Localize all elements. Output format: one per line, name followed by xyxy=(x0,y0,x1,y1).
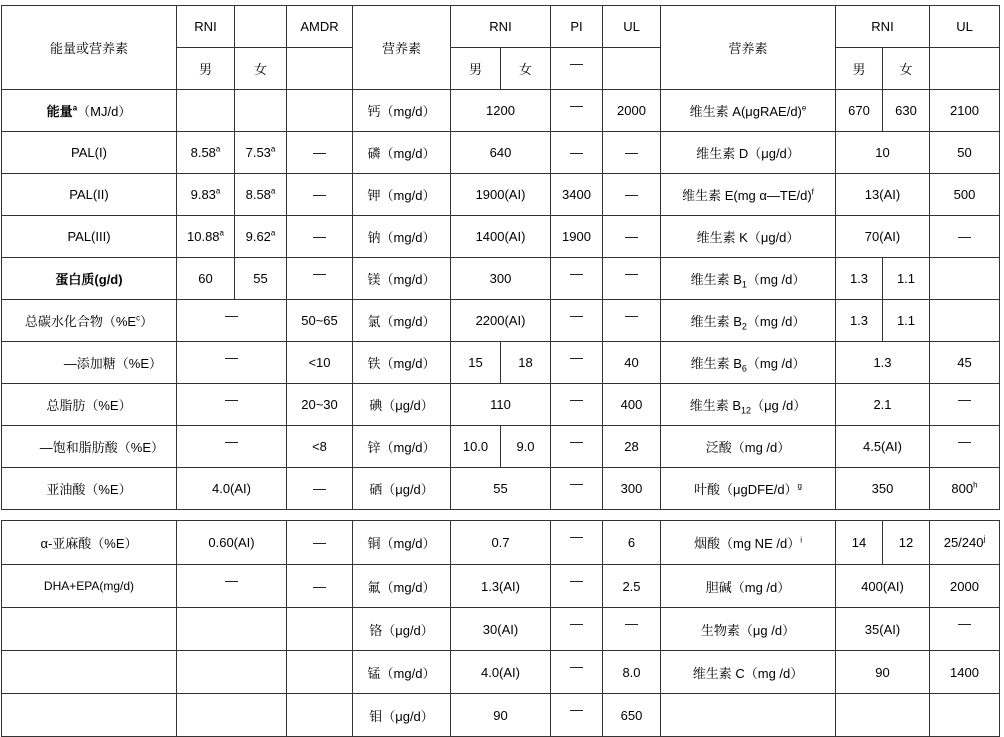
carb-rni: — xyxy=(177,300,287,342)
mineral-name: 硒（μg/d） xyxy=(353,468,451,510)
vitamin-rni: 13(AI) xyxy=(836,174,930,216)
vitamin-rni: 2.1 xyxy=(836,384,930,426)
dha-epa-label: DHA+EPA(mg/d) xyxy=(2,565,177,608)
vitamin-name: 维生素 K（μg/d） xyxy=(661,216,836,258)
vitamin-rni-male: 670 xyxy=(836,90,883,132)
header-energy-nutrient: 能量或营养素 xyxy=(2,6,177,90)
mineral-rni-male: 10.0 xyxy=(451,426,501,468)
mineral-rni: 110 xyxy=(451,384,551,426)
mineral-name: 钼（μg/d） xyxy=(353,694,451,737)
header-ul: UL xyxy=(603,6,661,48)
vitamin-rni-male: 1.3 xyxy=(836,300,883,342)
vitamin-ul xyxy=(930,300,1000,342)
vitamin-rni-male: 14 xyxy=(836,521,883,565)
header-pi: PI xyxy=(551,6,603,48)
pal2-female: 8.58$^a$ xyxy=(235,174,287,216)
mineral-ul: 8.0 xyxy=(603,651,661,694)
vitamin-rni: 4.5(AI) xyxy=(836,426,930,468)
mineral-ul: — xyxy=(603,300,661,342)
pal3-label: PAL(III) xyxy=(2,216,177,258)
sat-fat-amdr: <8 xyxy=(287,426,353,468)
mineral-name: 铬（μg/d） xyxy=(353,608,451,651)
ala-rni: 0.60(AI) xyxy=(177,521,287,565)
dha-epa-rni: — xyxy=(177,565,287,608)
vitamin-name: 维生素 D（μg/d） xyxy=(661,132,836,174)
energy-label: 能量$^a$（MJ/d） xyxy=(2,90,177,132)
added-sugar-rni: — xyxy=(177,342,287,384)
mineral-name: 钾（mg/d） xyxy=(353,174,451,216)
vitamin-name: 维生素 A(μgRAE/d)$^e$ xyxy=(661,90,836,132)
vitamin-rni: 35(AI) xyxy=(836,608,930,651)
vitamin-name: 生物素（μg /d） xyxy=(661,608,836,651)
mineral-pi: — xyxy=(551,342,603,384)
mineral-pi: — xyxy=(551,608,603,651)
vitamin-ul: 25/240$^j$ xyxy=(930,521,1000,565)
mineral-pi: 1900 xyxy=(551,216,603,258)
vitamin-name: 维生素 $B_1(mg$ /d） xyxy=(661,258,836,300)
vitamin-rni: 10 xyxy=(836,132,930,174)
mineral-name: 磷（mg/d） xyxy=(353,132,451,174)
vitamin-rni-female: 1.1 xyxy=(883,258,930,300)
nutrient-table-part2 xyxy=(1,520,1000,737)
mineral-pi: — xyxy=(551,694,603,737)
protein-male: 60 xyxy=(177,258,235,300)
pal1-amdr: — xyxy=(287,132,353,174)
vitamin-rni-male: 1.3 xyxy=(836,258,883,300)
mineral-name: 碘（μg/d） xyxy=(353,384,451,426)
vitamin-ul: 2000 xyxy=(930,565,1000,608)
mineral-rni: 30(AI) xyxy=(451,608,551,651)
vitamin-rni-female: 12 xyxy=(883,521,930,565)
header-pi-dash: — xyxy=(551,48,603,90)
mineral-rni: 90 xyxy=(451,694,551,737)
vitamin-name: 维生素 $B_2(mg$ /d） xyxy=(661,300,836,342)
mineral-rni: 55 xyxy=(451,468,551,510)
pal1-label: PAL(I) xyxy=(2,132,177,174)
pal3-female: 9.62$^a$ xyxy=(235,216,287,258)
vitamin-name: 维生素 $B_6(mg$ /d） xyxy=(661,342,836,384)
header-male: 男 xyxy=(177,48,235,90)
vitamin-ul: — xyxy=(930,216,1000,258)
mineral-pi: — xyxy=(551,384,603,426)
vitamin-rni: 400(AI) xyxy=(836,565,930,608)
mineral-rni: 1.3(AI) xyxy=(451,565,551,608)
protein-amdr: — xyxy=(287,258,353,300)
protein-label: 蛋白质(g/d) xyxy=(2,258,177,300)
pal2-male: 9.83$^a$ xyxy=(177,174,235,216)
nutrient-table-part1 xyxy=(1,5,1000,510)
mineral-pi: — xyxy=(551,258,603,300)
header-female: 女 xyxy=(501,48,551,90)
header-ul: UL xyxy=(930,6,1000,48)
mineral-rni-female: 9.0 xyxy=(501,426,551,468)
vitamin-name: 维生素 $B_{12}(\mu g$ /d） xyxy=(661,384,836,426)
ala-amdr: — xyxy=(287,521,353,565)
vitamin-rni-female: 1.1 xyxy=(883,300,930,342)
carb-amdr: 50~65 xyxy=(287,300,353,342)
mineral-ul: — xyxy=(603,132,661,174)
header-nutrient: 营养素 xyxy=(661,6,836,90)
mineral-ul: — xyxy=(603,258,661,300)
mineral-rni: 1400(AI) xyxy=(451,216,551,258)
mineral-ul: 300 xyxy=(603,468,661,510)
mineral-pi: — xyxy=(551,565,603,608)
mineral-ul: 6 xyxy=(603,521,661,565)
vitamin-rni-female: 630 xyxy=(883,90,930,132)
vitamin-rni: 1.3 xyxy=(836,342,930,384)
mineral-rni: 300 xyxy=(451,258,551,300)
mineral-pi: — xyxy=(551,426,603,468)
vitamin-name: 维生素 C（mg /d） xyxy=(661,651,836,694)
mineral-rni: 4.0(AI) xyxy=(451,651,551,694)
mineral-pi: — xyxy=(551,468,603,510)
vitamin-ul: — xyxy=(930,608,1000,651)
header-rni: RNI xyxy=(836,6,930,48)
vitamin-name: 维生素 E(mg α—TE/d)$^f$ xyxy=(661,174,836,216)
vitamin-name: 叶酸（μgDFE/d）$^g$ xyxy=(661,468,836,510)
mineral-pi: 3400 xyxy=(551,174,603,216)
mineral-name: 锌（mg/d） xyxy=(353,426,451,468)
mineral-ul: — xyxy=(603,216,661,258)
header-female: 女 xyxy=(235,48,287,90)
mineral-name: 氟（mg/d） xyxy=(353,565,451,608)
vitamin-name: 泛酸（mg /d） xyxy=(661,426,836,468)
pal3-male: 10.88$^a$ xyxy=(177,216,235,258)
mineral-ul: 2000 xyxy=(603,90,661,132)
linoleic-label: 亚油酸（%E） xyxy=(2,468,177,510)
header-rni: RNI xyxy=(177,6,235,48)
mineral-pi: — xyxy=(551,300,603,342)
linoleic-amdr: — xyxy=(287,468,353,510)
mineral-rni: 2200(AI) xyxy=(451,300,551,342)
pal1-female: 7.53$^a$ xyxy=(235,132,287,174)
vitamin-name: 烟酸（mg NE /d）$^i$ xyxy=(661,521,836,565)
added-sugar-amdr: <10 xyxy=(287,342,353,384)
sat-fat-rni: — xyxy=(177,426,287,468)
mineral-rni: 0.7 xyxy=(451,521,551,565)
vitamin-ul: — xyxy=(930,426,1000,468)
pal2-label: PAL(II) xyxy=(2,174,177,216)
pal1-male: 8.58$^a$ xyxy=(177,132,235,174)
vitamin-ul: 45 xyxy=(930,342,1000,384)
total-fat-amdr: 20~30 xyxy=(287,384,353,426)
mineral-ul: 400 xyxy=(603,384,661,426)
vitamin-ul xyxy=(930,258,1000,300)
header-male: 男 xyxy=(451,48,501,90)
vitamin-ul: 800$^h$ xyxy=(930,468,1000,510)
mineral-ul: — xyxy=(603,174,661,216)
vitamin-rni: 350 xyxy=(836,468,930,510)
mineral-name: 铜（mg/d） xyxy=(353,521,451,565)
total-fat-rni: — xyxy=(177,384,287,426)
vitamin-ul: 1400 xyxy=(930,651,1000,694)
linoleic-rni: 4.0(AI) xyxy=(177,468,287,510)
vitamin-rni: 70(AI) xyxy=(836,216,930,258)
mineral-ul: — xyxy=(603,608,661,651)
mineral-name: 氯（mg/d） xyxy=(353,300,451,342)
vitamin-rni: 90 xyxy=(836,651,930,694)
total-fat-label: 总脂肪（%E） xyxy=(2,384,177,426)
vitamin-name: 胆碱（mg /d） xyxy=(661,565,836,608)
mineral-pi: — xyxy=(551,651,603,694)
mineral-rni-male: 15 xyxy=(451,342,501,384)
mineral-ul: 650 xyxy=(603,694,661,737)
header-nutrient: 营养素 xyxy=(353,6,451,90)
mineral-ul: 40 xyxy=(603,342,661,384)
sat-fat-label: —饱和脂肪酸（%E） xyxy=(2,426,177,468)
vitamin-ul: — xyxy=(930,384,1000,426)
carb-label: 总碳水化合物$(\%E^c)$ xyxy=(2,300,177,342)
mineral-rni: 640 xyxy=(451,132,551,174)
added-sugar-label: —添加糖（%E） xyxy=(2,342,177,384)
mineral-name: 锰（mg/d） xyxy=(353,651,451,694)
vitamin-ul: 50 xyxy=(930,132,1000,174)
mineral-rni-female: 18 xyxy=(501,342,551,384)
mineral-rni: 1900(AI) xyxy=(451,174,551,216)
ala-label: α-亚麻酸（%E） xyxy=(2,521,177,565)
pal2-amdr: — xyxy=(287,174,353,216)
mineral-name: 钙（mg/d） xyxy=(353,90,451,132)
protein-female: 55 xyxy=(235,258,287,300)
mineral-ul: 2.5 xyxy=(603,565,661,608)
vitamin-ul: 500 xyxy=(930,174,1000,216)
pal3-amdr: — xyxy=(287,216,353,258)
mineral-rni: 1200 xyxy=(451,90,551,132)
header-female: 女 xyxy=(883,48,930,90)
mineral-ul: 28 xyxy=(603,426,661,468)
header-rni: RNI xyxy=(451,6,551,48)
mineral-pi: — xyxy=(551,90,603,132)
dha-epa-amdr: — xyxy=(287,565,353,608)
header-amdr: AMDR xyxy=(287,6,353,48)
mineral-name: 铁（mg/d） xyxy=(353,342,451,384)
mineral-pi: — xyxy=(551,521,603,565)
mineral-name: 镁（mg/d） xyxy=(353,258,451,300)
vitamin-ul: 2100 xyxy=(930,90,1000,132)
mineral-pi: — xyxy=(551,132,603,174)
header-male: 男 xyxy=(836,48,883,90)
mineral-name: 钠（mg/d） xyxy=(353,216,451,258)
